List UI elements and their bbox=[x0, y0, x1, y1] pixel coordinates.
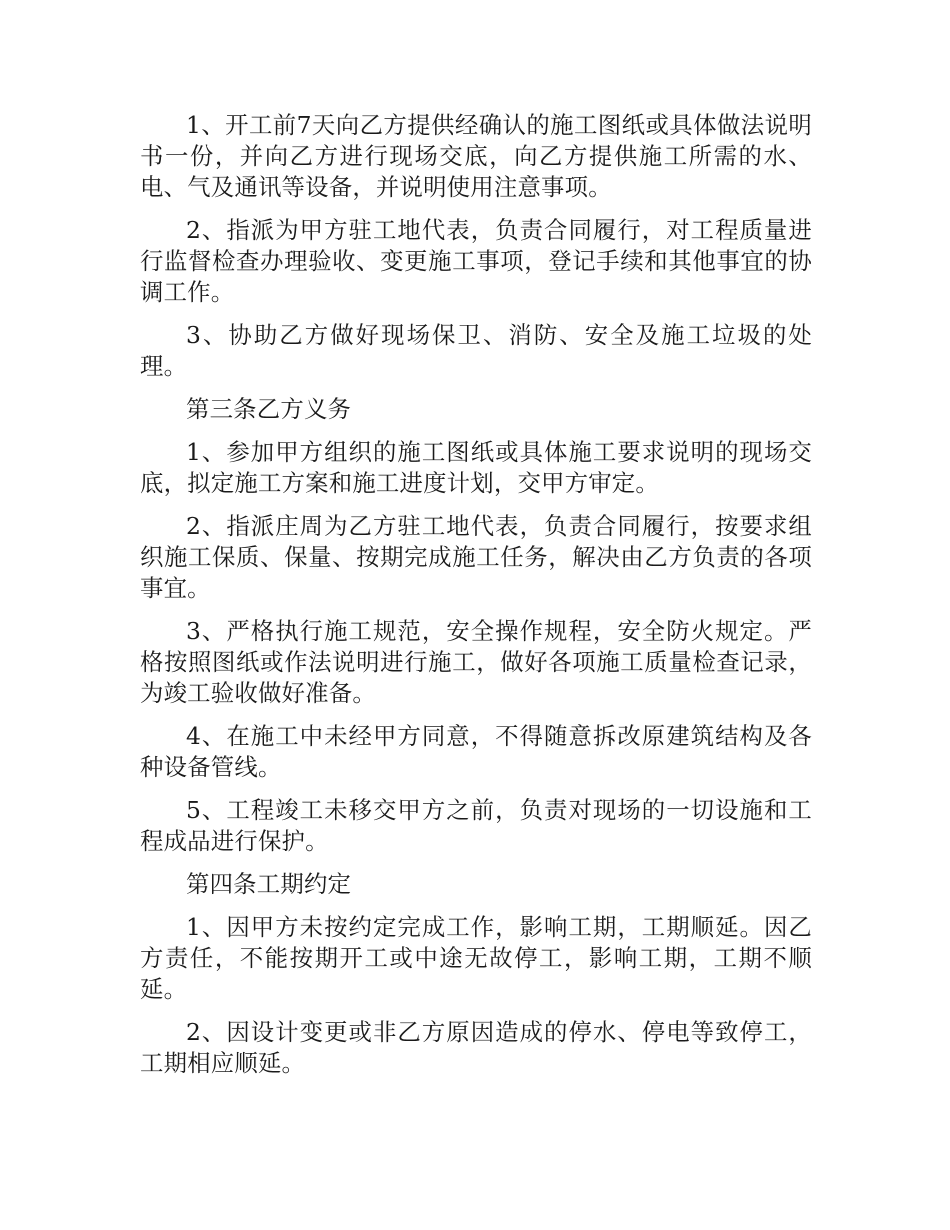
clause-schedule-item-1: 1、因甲方未按约定完成工作，影响工期，工期顺延。因乙方责任，不能按期开工或中途无故停工，影响工期，工期不顺延。 bbox=[140, 913, 812, 1003]
clause-party-b-item-2: 2、指派庄周为乙方驻工地代表，负责合同履行，按要求组织施工保质、保量、按期完成施工任务，解决由乙方负责的各项事宜。 bbox=[140, 512, 812, 602]
clause-party-a-item-2: 2、指派为甲方驻工地代表，负责合同履行，对工程质量进行监督检查办理验收、变更施工事项，登记手续和其他事宜的协调工作。 bbox=[140, 216, 812, 306]
clause-party-a-item-3: 3、协助乙方做好现场保卫、消防、安全及施工垃圾的处理。 bbox=[140, 321, 812, 380]
clause-party-b-item-5: 5、工程竣工未移交甲方之前，负责对现场的一切设施和工程成品进行保护。 bbox=[140, 796, 812, 855]
clause-party-b-item-4: 4、在施工中未经甲方同意，不得随意拆改原建筑结构及各种设备管线。 bbox=[140, 722, 812, 781]
section-heading-article-3: 第三条乙方义务 bbox=[186, 395, 352, 423]
section-heading-article-4: 第四条工期约定 bbox=[186, 870, 352, 898]
clause-party-b-item-1: 1、参加甲方组织的施工图纸或具体施工要求说明的现场交底，拟定施工方案和施工进度计划，交甲方审定。 bbox=[140, 438, 812, 497]
clause-schedule-item-2: 2、因设计变更或非乙方原因造成的停水、停电等致停工，工期相应顺延。 bbox=[140, 1018, 812, 1077]
document-page bbox=[140, 110, 812, 1091]
clause-party-b-item-3: 3、严格执行施工规范，安全操作规程，安全防火规定。严格按照图纸或作法说明进行施工，做好各项施工质量检查记录，为竣工验收做好准备。 bbox=[140, 617, 812, 707]
clause-party-a-item-1: 1、开工前7天向乙方提供经确认的施工图纸或具体做法说明书一份，并向乙方进行现场交底，向乙方提供施工所需的水、电、气及通讯等设备，并说明使用注意事项。 bbox=[140, 111, 812, 201]
